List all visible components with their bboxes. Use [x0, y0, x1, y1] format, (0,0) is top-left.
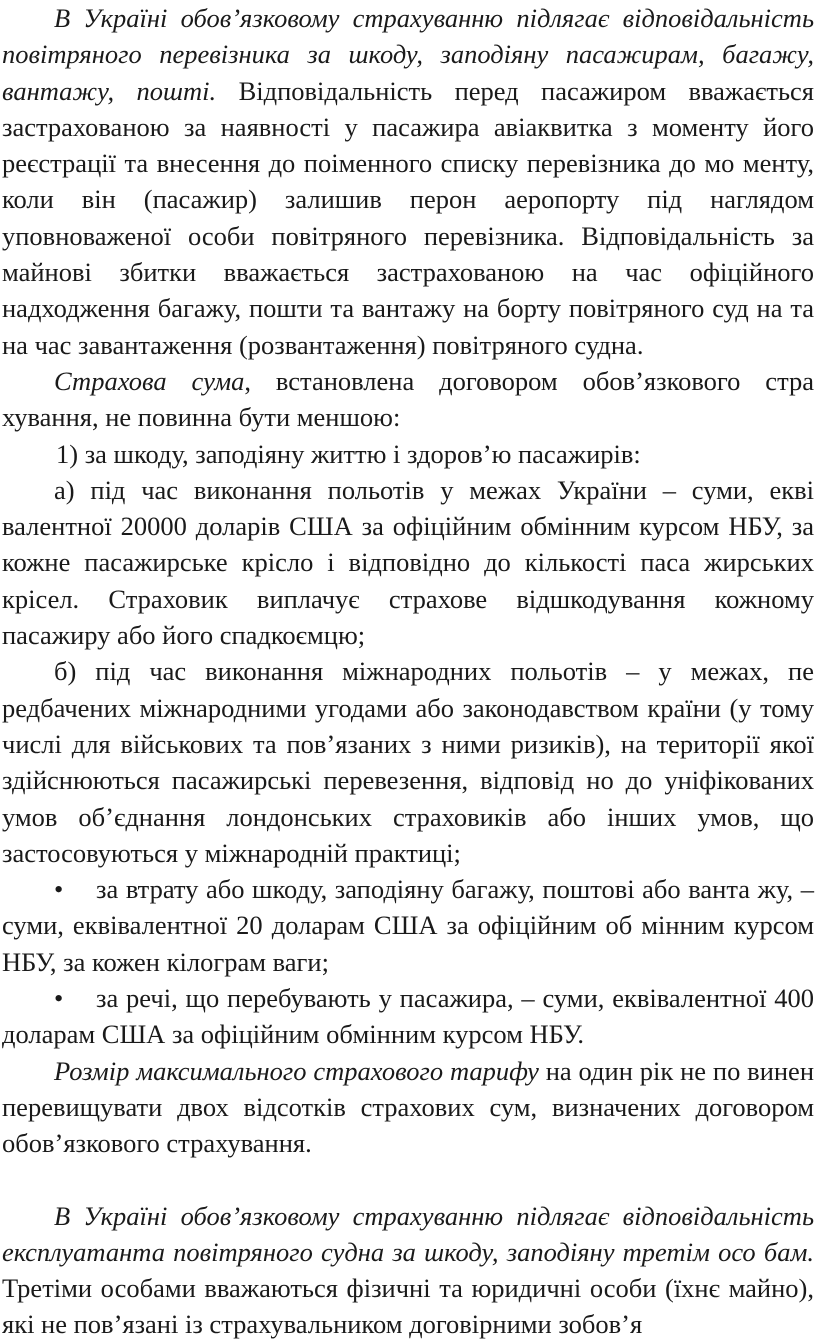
- paragraph-carrier-liability-body: Відповідальність перед пасажиром вважається застрахованою за наявності у пасажира авіаквитка з моменту його реєстрації та внесення до поіменного списку перевізника до мо менту, коли він (пасажир) залишив перон аеропорту під наглядом уповноваженої особи повітряного перевізника. Відповідальність за майнові збитки вважається застрахованою на час офіційного надходження багажу, пошти та вантажу на борту повітряного суд на та на час завантаження (розвантаження) повітряного судна.: [2, 75, 814, 360]
- paragraph-carrier-liability: [2, 0, 814, 363]
- list-item-b: б) під час виконання міжнародних польотів – у межах, пе редбачених міжнародними угодами або законодавством країни (у тому числі для військових та пов’язаних з ними ризиків), на території якої здійснюються пасажирські перевезення, відповід но до уніфікованих умов об’єднання лондонських страховиків або інших умов, що застосовуються у міжнародній практиці;: [2, 656, 814, 868]
- paragraph-insured-sum-body: , встановлена договором обов’язкового стра хування, не повинна бути меншою:: [2, 365, 814, 433]
- bullet-item-belongings-text: за речі, що перебувають у пасажира, – суми, еквівалентної 400 доларам США за офіційним обмінним курсом НБУ.: [2, 983, 814, 1050]
- bullet-icon: •: [54, 874, 64, 905]
- paragraph-carrier-liability-lead: В Україні обов’язковому страхуванню підлягає відповідальність повітряного перевізника за шкоду, заподіяну пасажирам, багажу, вантажу, пошті.: [2, 3, 814, 106]
- bullet-item-baggage-text: за втрату або шкоду, заподіяну багажу, поштові або ванта жу, – суми, еквівалентної 20 доларам США за офіційним об мінним курсом НБУ, за кожен кілограм ваги;: [2, 874, 814, 977]
- paragraph-operator-liability-body: Третіми особами вважаються фізичні та юридичні особи (їхнє майно), які не пов’язані із страхувальником договірними зобов’я: [2, 1273, 814, 1340]
- paragraph-operator-liability-lead: В Україні обов’язковому страхуванню підлягає відповідальність експлуатанта повітряного судна за шкоду, заподіяну третім осо бам.: [2, 1200, 814, 1267]
- paragraph-max-tariff-term: Розмір максимального страхового тарифу: [54, 1055, 539, 1086]
- list-item-a: а) під час виконання польотів у межах України – суми, еквi валентної 20000 доларів США за офіційним обмінним курсом НБУ, за кожне пасажирське крісло і відповідно до кількості паса жирських крісел. Страховик виплачує страхове відшкодування кожному пасажиру або його спадкоємцю;: [2, 474, 814, 651]
- paragraph-max-tariff: [2, 1053, 814, 1162]
- paragraph-operator-liability: [2, 1198, 814, 1343]
- paragraph-max-tariff-body: на один рік не по винен перевищувати двох відсотків страхових сум, визначених договором обов’язкового страхування.: [2, 1055, 814, 1159]
- paragraph-insured-sum-term: Страхова сума: [54, 365, 245, 396]
- bullet-item-belongings: [2, 980, 814, 1053]
- list-item-1: 1) за шкоду, заподіяну життю і здоров’ю пасажирів:: [56, 438, 641, 469]
- paragraph-gap: [2, 1162, 814, 1198]
- bullet-icon: •: [54, 983, 64, 1014]
- bullet-item-baggage: [2, 871, 814, 980]
- paragraph-insured-sum: [2, 363, 814, 436]
